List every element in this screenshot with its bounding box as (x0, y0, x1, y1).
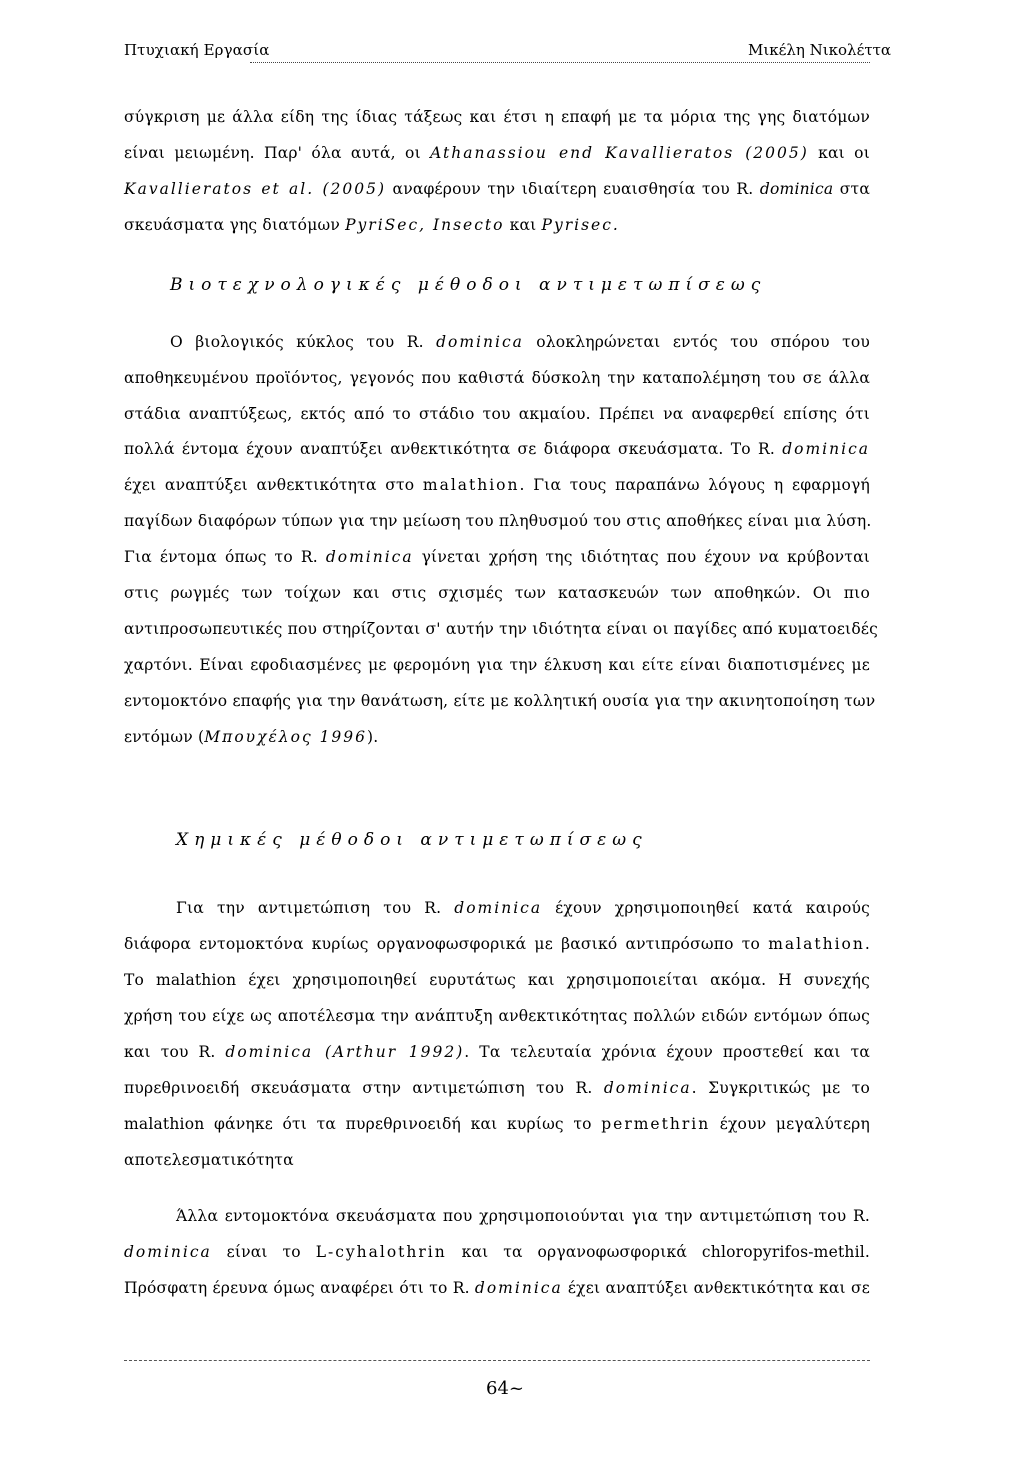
text: είναι το (211, 1243, 316, 1261)
paragraph-1-line-4 (124, 216, 870, 234)
text: διάφορα εντομοκτόνα κυρίως οργανοφωσφορικά με βασικό αντιπρόσωπο το (124, 935, 769, 953)
text: ολοκληρώνεται εντός του σπόρου του (523, 333, 870, 351)
text: αναφέρουν την ιδιαίτερη ευαισθησία του R. (386, 180, 760, 198)
paragraph-1-line-1: σύγκριση με άλλα είδη της ίδιας τάξεως και έτσι η επαφή με τα μόρια της γης διατόμων (124, 108, 870, 126)
text: και (504, 216, 542, 234)
text: έχει αναπτύξει ανθεκτικότητα στο (124, 476, 423, 494)
header-author: Μικέλη Νικολέττα (748, 41, 892, 59)
text: . Συγκριτικώς με το (691, 1079, 870, 1097)
text: . Για τους παραπάνω λόγους η εφαρμογή (519, 476, 870, 494)
citation: dominica (Arthur 1992) (225, 1043, 465, 1061)
paragraph-3-line-3: Το malathion έχει χρησιμοποιηθεί ευρυτάτως και χρησιμοποιείται ακόμα. Η συνεχής (124, 971, 870, 989)
chemical-name: L-cyhalothrin (315, 1243, 447, 1261)
species-name: dominica (124, 1243, 212, 1261)
text: έχουν χρησιμοποιηθεί κατά καιρούς (542, 899, 870, 917)
paragraph-1-line-3 (124, 180, 870, 198)
citation: Μπουχέλος 1996 (204, 728, 368, 746)
page-number: 64~ (486, 1378, 524, 1399)
text: πυρεθρινοειδή σκευάσματα στην αντιμετώπιση του R. (124, 1079, 604, 1097)
header-divider (250, 62, 870, 63)
paragraph-2-line-11: εντομοκτόνο επαφής για την θανάτωση, είτε με κολλητική ουσία για την ακινητοποίηση των (124, 692, 876, 710)
text: εντόμων ( (124, 728, 205, 746)
text: στα (833, 180, 870, 198)
product-name: Pyrisec. (541, 216, 620, 234)
paragraph-2-line-6: παγίδων διαφόρων τύπων για την μείωση του πληθυσμού του στις αποθήκες είναι μια λύση. (124, 512, 872, 530)
text: . (864, 935, 870, 953)
paragraph-2-line-5 (124, 476, 870, 494)
paragraph-2-line-2: αποθηκευμένου προϊόντος, γεγονός που καθιστά δύσκολη την καταπολέμηση του σε άλλα (124, 369, 870, 387)
text: έχει αναπτύξει ανθεκτικότητα και σε (562, 1279, 870, 1297)
text: και του R. (124, 1043, 226, 1061)
species-name: dominica (325, 548, 414, 566)
text: είναι μειωμένη. Παρ' όλα αυτά, οι (124, 144, 431, 162)
paragraph-4-line-3 (124, 1279, 870, 1297)
paragraph-3-line-2 (124, 935, 870, 953)
chemical-name: malathion (768, 935, 865, 953)
text: ). (367, 728, 379, 746)
citation: Athanassiou end Kavallieratos (2005) (430, 144, 809, 162)
paragraph-2-line-1 (170, 333, 870, 351)
footer-divider (124, 1360, 870, 1361)
text: έχουν μεγαλύτερη (710, 1115, 870, 1133)
paragraph-2-line-12 (124, 728, 870, 746)
text: και οι (808, 144, 870, 162)
paragraph-2-line-8: στις ρωγμές των τοίχων και στις σχισμές των κατασκευών των αποθηκών. Οι πιο (124, 584, 870, 602)
section-heading-chemical: Χημικές μέθοδοι αντιμετωπίσεως (176, 830, 648, 850)
chemical-name: malathion (422, 476, 520, 494)
text: Για την αντιμετώπιση του R. (176, 899, 455, 917)
paragraph-3-line-6 (124, 1079, 870, 1097)
product-names: PyriSec, Insecto (345, 216, 505, 234)
text: . Τα τελευταία χρόνια έχουν προστεθεί και τα (464, 1043, 871, 1061)
species-name: dominica (474, 1279, 563, 1297)
section-heading-biotech: Βιοτεχνολογικές μέθοδοι αντιμετωπίσεως (170, 275, 767, 295)
paragraph-1-line-2 (124, 144, 870, 162)
species-name: dominica (436, 333, 524, 351)
paragraph-2-line-3: στάδια αναπτύξεως, εκτός από το στάδιο του ακμαίου. Πρέπει να αναφερθεί επίσης ότι (124, 405, 870, 423)
text: malathion φάνηκε ότι τα πυρεθρινοειδή και κυρίως το (124, 1115, 602, 1133)
paragraph-2-line-10: χαρτόνι. Είναι εφοδιασμένες με φερομόνη για την έλκυση και είτε είναι διαποτισμένες με (124, 656, 870, 674)
text: σκευάσματα γης διατόμων (124, 216, 346, 234)
text: Για έντομα όπως το R. (124, 548, 326, 566)
text: πολλά έντομα έχουν αναπτύξει ανθεκτικότητα σε διάφορα σκευάσματα. Το R. (124, 440, 783, 458)
species-name: dominica (454, 899, 543, 917)
paragraph-3-line-8: αποτελεσματικότητα (124, 1151, 294, 1169)
species-name: dominica (782, 440, 870, 458)
paragraph-3-line-1 (176, 899, 870, 917)
paragraph-4-line-1: Άλλα εντομοκτόνα σκευάσματα που χρησιμοποιούνται για την αντιμετώπιση του R. (176, 1207, 870, 1225)
paragraph-3-line-4: χρήση του είχε ως αποτέλεσμα την ανάπτυξη ανθεκτικότητας πολλών ειδών εντόμων όπως (124, 1007, 870, 1025)
paragraph-3-line-5 (124, 1043, 870, 1061)
header-title: Πτυχιακή Εργασία (124, 41, 270, 59)
paragraph-2-line-9: αντιπροσωπευτικές που στηρίζονται σ' αυτήν την ιδιότητα είναι οι παγίδες από κυματοειδές (124, 620, 878, 638)
text: Πρόσφατη έρευνα όμως αναφέρει ότι το R. (124, 1279, 475, 1297)
citation: Kavallieratos et al. (2005) (124, 180, 387, 198)
species-name: dominica (759, 180, 834, 198)
paragraph-2-line-4 (124, 440, 870, 458)
chemical-name: permethrin (601, 1115, 711, 1133)
text: και τα οργανοφωσφορικά chloropyrifos-methil. (446, 1243, 871, 1261)
text: γίνεται χρήση της ιδιότητας που έχουν να κρύβονται (413, 548, 871, 566)
text: Ο βιολογικός κύκλος του R. (170, 333, 437, 351)
paragraph-2-line-7 (124, 548, 870, 566)
species-name: dominica (603, 1079, 692, 1097)
paragraph-3-line-7 (124, 1115, 870, 1133)
paragraph-4-line-2 (124, 1243, 870, 1261)
